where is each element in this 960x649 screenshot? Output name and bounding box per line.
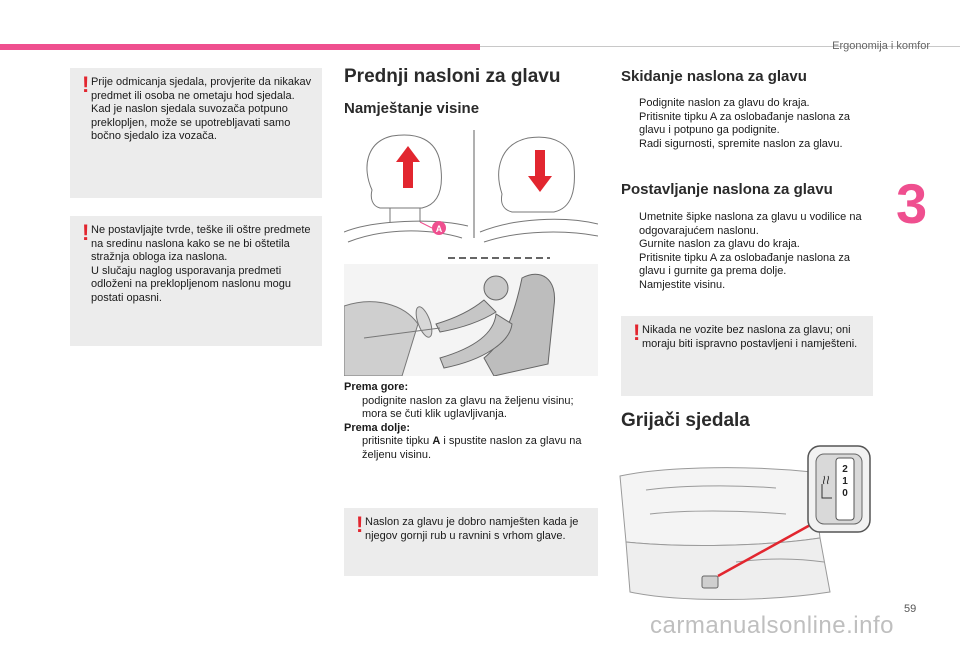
page-number: 59	[904, 603, 917, 615]
dial-mark-0: 0	[842, 488, 848, 499]
headrest-adjust-illustration	[344, 128, 598, 376]
header-accent-bar	[0, 44, 480, 50]
heater-switch[interactable]	[702, 576, 718, 588]
list-item: Pritisnite tipku A za oslobađanje naslona za glavu i potpuno ga podignite.	[639, 110, 850, 136]
warning-note-seat	[70, 68, 322, 198]
heater-dial-closeup	[808, 446, 870, 532]
list-item: Gurnite naslon za glavu do kraja.	[639, 238, 800, 250]
driver-seated-drawing	[344, 264, 598, 376]
down-instruction: pritisnite tipku A i spustite naslon za glavu na željenu visinu.	[362, 435, 582, 461]
up-heading: Prema gore:	[344, 381, 409, 393]
down-heading: Prema dolje:	[344, 421, 411, 434]
install-steps	[621, 211, 873, 292]
subheading-remove: Skidanje naslona za glavu	[621, 68, 807, 85]
remove-steps	[621, 97, 873, 151]
subheading-height-adjust: Namještanje visine	[344, 100, 480, 117]
adjust-instructions	[344, 381, 598, 462]
seat-drawing	[620, 468, 830, 600]
dial-mark-2: 2	[842, 464, 848, 475]
warning-text: Prije odmicanja sjedala, provjerite da nikakav predmet ili osoba ne ometaju hod sjedala. Kad je naslon sjedala suvozača potpuno preklopljen, može se upotrebljavati samo bočno sjedalo iza vozača.	[91, 76, 312, 142]
section-heading-headrests: Prednji nasloni za glavu	[344, 66, 561, 87]
list-item: Radi sigurnosti, spremite naslon za glavu.	[639, 137, 843, 150]
warning-note-objects	[70, 216, 322, 346]
dial-mark-1: 1	[842, 476, 848, 487]
section-title: Ergonomija i komfor	[832, 40, 930, 52]
list-item: Namjestite visinu.	[639, 278, 726, 291]
callout-a-label: A	[435, 224, 443, 234]
warning-text: Ne postavljajte tvrde, teške ili oštre predmete na sredinu naslona kako se ne bi oštetila stražnja obloga iza naslona. U slučaju naglog usporavanja predmeti odloženi na preklopljenom naslonu mogu postati opasni.	[91, 224, 311, 304]
watermark: carmanualsonline.info	[650, 612, 894, 639]
note-text: Naslon za glavu je dobro namješten kada je njegov gornji rub u ravnini s vrhom glave.	[365, 516, 579, 542]
list-item: Umetnite šipke naslona za glavu u vodilice na odgovarajućem naslonu.	[639, 211, 862, 237]
seat-heater-illustration	[616, 442, 878, 606]
chapter-number: 3	[896, 172, 928, 235]
section-heading-seat-heaters: Grijači sjedala	[621, 410, 750, 431]
up-instruction: podignite naslon za glavu na željenu visinu; mora se čuti klik uglavljivanja.	[362, 394, 574, 420]
warning-icon: !	[356, 512, 364, 537]
list-item: Podignite naslon za glavu do kraja.	[639, 97, 810, 109]
warning-text: Nikada ne vozite bez naslona za glavu; oni moraju biti ispravno postavljeni i namješteni.	[642, 324, 858, 350]
warning-note-driving	[621, 316, 873, 396]
info-note-headrest	[344, 508, 598, 576]
subheading-install: Postavljanje naslona za glavu	[621, 181, 833, 198]
warning-icon: !	[82, 220, 90, 245]
list-item: Pritisnite tipku A za oslobađanje naslona za glavu i gurnite ga prema dolje.	[639, 251, 850, 277]
warning-icon: !	[82, 72, 90, 97]
warning-icon: !	[633, 320, 641, 345]
